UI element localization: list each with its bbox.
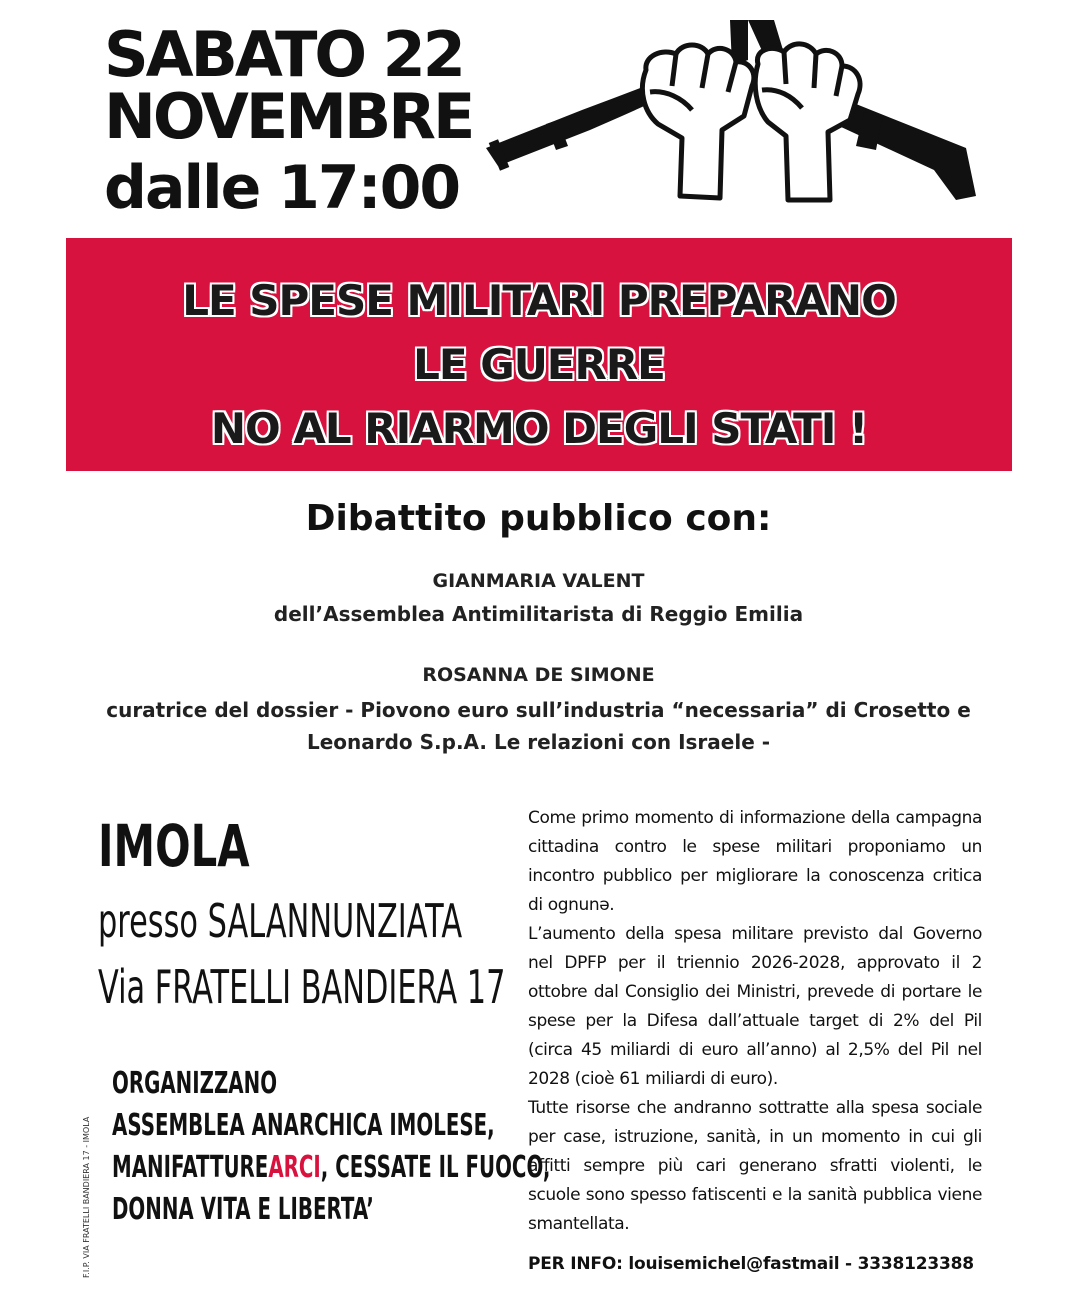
organizer-line-2-suffix: , CESSATE IL FUOCO, [320,1150,551,1185]
organizer-line-3: DONNA VITA E LIBERTA’ [112,1192,374,1227]
time-line: dalle 17:00 [104,153,460,223]
info-text [528,804,982,1239]
headline-line-1: LE SPESE MILITARI PREPARANO [182,276,896,325]
contact-info: PER INFO: louisemichel@fastmail - 3338123388 [528,1254,974,1274]
organizer-manifatture: MANIFATTURE [112,1150,269,1185]
headline-line-2: LE GUERRE [413,340,665,389]
broken-rifle-icon [486,20,976,220]
organizer-arci-highlight: ARCI [268,1150,321,1185]
event-city: IMOLA [98,812,250,880]
headline-banner [66,238,1012,471]
info-paragraph-3: Tutte risorse che andranno sottratte alla spesa sociale per case, istruzione, sanità, in un momento in cui gli affitti sempre più cari generano sfratti violenti, le scuole sono spesso fatiscenti e la sanità pubblica viene smantellata. [528,1098,982,1234]
organizers-label: ORGANIZZANO [112,1066,278,1101]
date-line-month: NOVEMBRE [104,80,473,153]
debate-title: Dibattito pubblico con: [305,498,772,539]
speaker-1-affiliation: dell’Assemblea Antimilitarista di Reggio Emilia [273,602,804,626]
print-note: F.I.P. VIA FRATELLI BANDIERA 17 - IMOLA [82,1116,91,1278]
info-paragraph-1: Come primo momento di informazione della campagna cittadina contro le spese militari proponiamo un incontro pubblico per migliorare la conoscenza critica di ognunə. [528,808,982,915]
date-line-day: SABATO 22 [104,18,463,91]
organizer-line-2 [112,1150,550,1185]
event-venue: presso SALANNUNZIATA [98,894,463,948]
info-paragraph-2: L’aumento della spesa militare previsto dal Governo nel DPFP per il triennio 2026-2028, approvato il 2 ottobre dal Consiglio dei Ministri, prevede di portare le spese per la Difesa dall’attuale target di 2% del Pil (circa 45 miliardi di euro all’anno) al 2,5% del Pil nel 2028 (cioè 61 miliardi di euro). [528,924,982,1089]
speaker-2-description-line-1: curatrice del dossier - Piovono euro sull’industria “necessaria” di Crosetto e [106,698,971,722]
speaker-2-description-line-2: Leonardo S.p.A. Le relazioni con Israele - [306,730,771,754]
speaker-1-name: GIANMARIA VALENT [432,570,645,592]
event-address: Via FRATELLI BANDIERA 17 [98,960,506,1014]
headline-line-3: NO AL RIARMO DEGLI STATI ! [210,404,868,453]
organizer-line-1: ASSEMBLEA ANARCHICA IMOLESE, [112,1108,495,1143]
speaker-2-name: ROSANNA DE SIMONE [422,664,655,686]
